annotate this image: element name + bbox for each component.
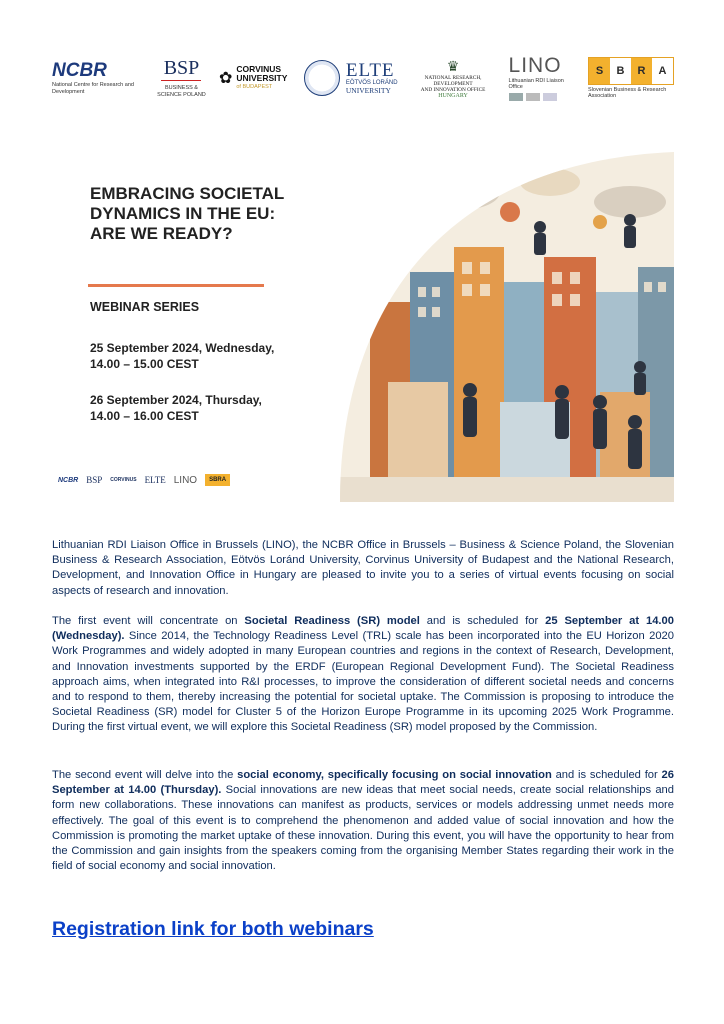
p3-date: 26 September at 14.00 (Thursday). — [52, 769, 674, 797]
first-event-paragraph — [52, 614, 674, 736]
ncbr-logo — [52, 61, 144, 95]
elte-logo-subtitle-2: UNIVERSITY — [345, 86, 391, 95]
lino-logo — [509, 55, 579, 102]
mini-logo-corvinus: CORVINUS — [110, 477, 137, 483]
elte-logo-subtitle-1: EÖTVÖS LORÁND — [345, 80, 398, 86]
event-2-date — [90, 392, 262, 424]
event-1-date — [90, 340, 274, 372]
mini-logo-ncbr: NCBR — [58, 476, 79, 484]
partner-logos-footer — [58, 474, 230, 486]
bsp-logo-rule — [161, 80, 201, 81]
sbra-letter-r: R — [631, 58, 652, 84]
p2-text-1: The first event will concentrate on — [52, 615, 245, 627]
elte-logo — [304, 60, 398, 96]
sbra-logo — [588, 57, 674, 100]
mini-logo-elte: ELTE — [144, 475, 166, 485]
partner-logos-header — [52, 44, 674, 112]
lino-sub-logo-2 — [526, 93, 540, 101]
p2-date: 25 September at 14.00 (Wednesday). — [52, 615, 674, 643]
lino-logo-subtitle: Lithuanian RDI Liaison Office — [508, 77, 564, 90]
banner-title-line-2: DYNAMICS IN THE EU: — [90, 204, 276, 223]
mini-logo-bsp: BSP — [86, 475, 103, 485]
sbra-letter-s: S — [589, 58, 610, 84]
mini-logo-lino: LINO — [173, 474, 198, 486]
banner-title — [90, 184, 330, 244]
nrdi-logo-line-2: AND INNOVATION OFFICE — [420, 86, 486, 93]
ncbr-logo-name: NCBR — [52, 60, 107, 82]
sbra-logo-box — [588, 57, 674, 85]
event-1-date-line: 25 September 2024, Wednesday, — [90, 341, 275, 355]
webinar-series-label: WEBINAR SERIES — [90, 300, 200, 314]
second-event-paragraph — [52, 768, 674, 874]
lino-sub-logos — [509, 93, 557, 101]
webinar-banner — [52, 152, 674, 502]
nrdi-logo — [407, 58, 499, 99]
lino-sub-logo-3 — [543, 93, 557, 101]
bsp-logo-name: BSP — [163, 57, 200, 80]
event-2-date-line: 26 September 2024, Thursday, — [90, 393, 262, 407]
sbra-logo-subtitle: Slovenian Business & Research Association — [588, 86, 667, 99]
registration-link[interactable]: Registration link for both webinars — [52, 918, 374, 940]
banner-divider — [88, 284, 264, 287]
corvinus-logo — [219, 65, 294, 90]
corvinus-emblem-icon: ✿ — [218, 70, 233, 87]
p2-text-3: Since 2014, the Technology Readiness Level (TRL) scale has been incorporated into the EU Horizon 2020 Work Programmes and widely adopted in many European countries and regions in the context of Research, Development, and Innovation investments supported by the ERDF (European Regional Development Fund). The Societal Readiness approach aims, when integrated into R&I processes, to improve the consideration of different societal needs and concerns and to respond to them, thereby increasing the potential for societal uptake. The Commission is proposing to introduce the Societal Readiness (SR) model for Cluster 5 of the Horizon Europe Programme in its upcoming 2025 Work Programme. During the first virtual event, we will explore this Societal Readiness (SR) model proposed by the Commission. — [52, 630, 674, 734]
intro-paragraph: Lithuanian RDI Liaison Office in Brussels (LINO), the NCBR Office in Brussels – Business & Science Poland, the Slovenian Business & Research Association, Eötvös Loránd University, Corvinus University of Budapest and the National Research, Development, and Innovation Office in Hungary are pleased to invite you to a series of virtual events focusing on social aspects of research and innovation. — [52, 539, 674, 597]
ncbr-logo-subtitle: National Centre for Research and Development — [52, 82, 134, 95]
hungary-crest-icon: ♛ — [446, 57, 460, 74]
banner-title-line-3: ARE WE READY? — [90, 224, 233, 243]
mini-logo-sbra: SBRA — [205, 474, 230, 486]
sbra-letter-b: B — [616, 64, 625, 77]
p3-social-economy: social economy, specifically focusing on social innovation — [237, 769, 552, 781]
bsp-logo — [153, 58, 209, 98]
corvinus-logo-subtitle: of BUDAPEST — [236, 84, 273, 91]
sbra-letter-a: A — [658, 64, 667, 77]
p2-text-2: and is scheduled for — [419, 615, 546, 627]
nrdi-logo-line-3: HUNGARY — [438, 92, 468, 99]
nrdi-logo-line-1: NATIONAL RESEARCH, DEVELOPMENT — [424, 74, 482, 87]
p2-sr-model: Societal Readiness (SR) model — [244, 615, 420, 627]
lino-logo-name: LINO — [508, 53, 562, 77]
p3-text-2: and is scheduled for — [551, 769, 662, 781]
lino-sub-logo-1 — [509, 93, 523, 101]
banner-title-line-1: EMBRACING SOCIETAL — [90, 184, 285, 203]
event-2-time-line: 14.00 – 16.00 CEST — [90, 409, 199, 423]
p3-text-1: The second event will delve into the — [52, 769, 238, 781]
elte-logo-name: ELTE — [345, 60, 395, 81]
elte-seal-icon — [304, 60, 340, 96]
corvinus-logo-name: CORVINUS UNIVERSITY — [236, 64, 288, 83]
event-1-time-line: 14.00 – 15.00 CEST — [90, 357, 199, 371]
p3-text-3: Social innovations are new ideas that meet social needs, create social relationships and form new collaborations. These innovations can manifest as products, services or models addressing unmet needs more effectively. The goal of this event is to comprehend the phenomenon and added value of social innovation and how the Commission is promoting the market uptake of these innovation. During this event, you will have the opportunity to hear from the Commission and gain insights from the speakers coming from the organising Member States regarding their work in the field of social economy and social innovation. — [52, 784, 674, 873]
bsp-logo-subtitle: BUSINESS & SCIENCE POLAND — [157, 85, 206, 98]
city-people-illustration — [300, 152, 674, 502]
